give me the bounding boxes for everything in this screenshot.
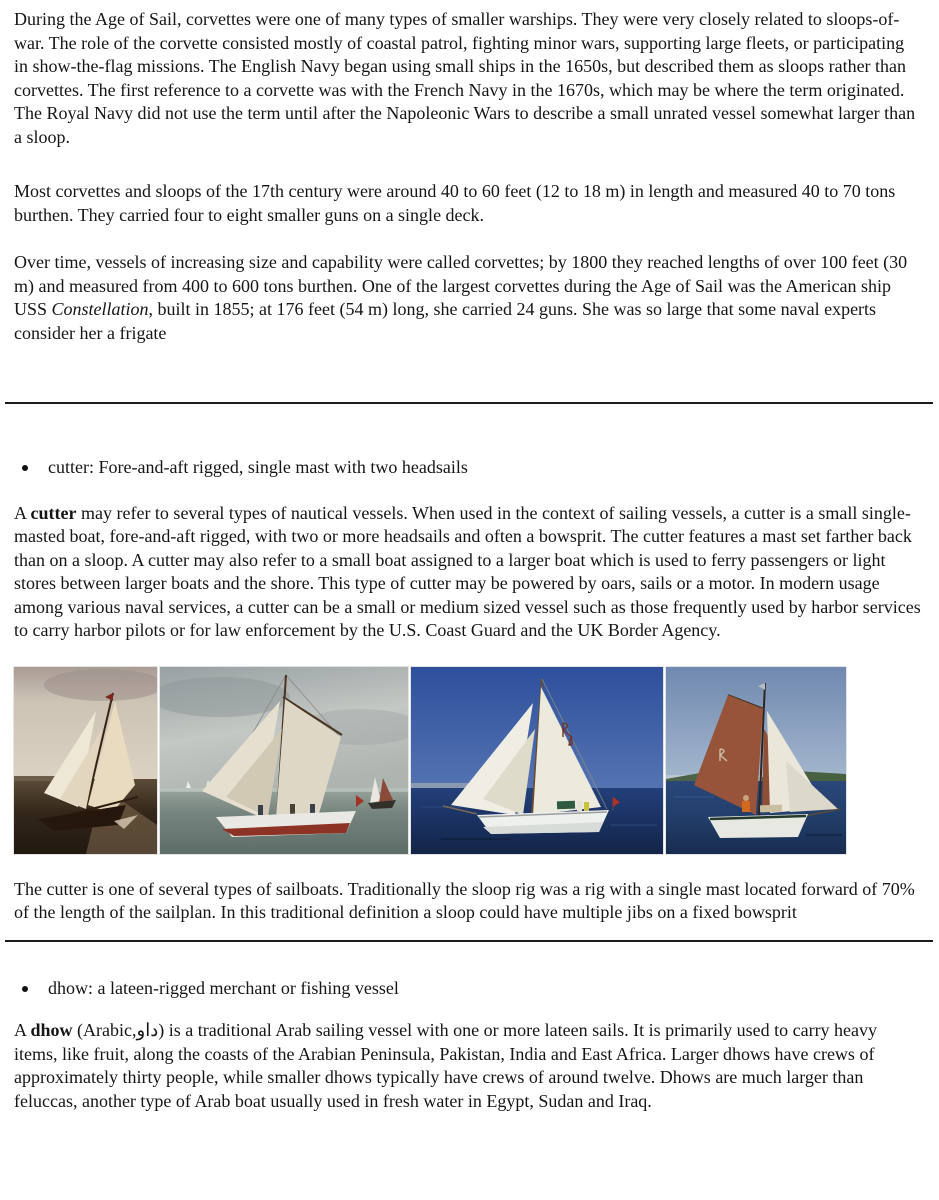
corvette-paragraph-2: Most corvettes and sloops of the 17th century were around 40 to 60 feet (12 to 18 m) in length and measured 40 to 70 tons burthen. They carried four to eight smaller guns on a single deck. [14,181,896,225]
cutter-photo-overcast [160,667,408,854]
bullet-icon [22,465,28,471]
section-divider [5,940,933,942]
dhow-bullet-text: dhow: a lateen-rigged merchant or fishing vessel [48,977,399,998]
corvette-paragraph-3-text: Over time, vessels of increasing size and capability were called corvettes; by 1800 they reached lengths of over 100 feet (30 m) and measured from 400 to 600 tons burthen. One of the largest corvettes during the Age of Sail was the American ship USS [14,252,908,319]
section-divider [5,402,933,404]
cutter-term-bold: cutter [30,502,77,523]
cutter-photo-brown-sails [666,667,846,854]
cutter-photos-row [14,667,921,854]
corvette-paragraph-3 [14,251,921,345]
dhow-term-bold: dhow [30,1020,73,1040]
corvette-paragraph-3-tail: , built in 1855; at 176 feet (54 m) long, she carried 24 guns. She was so large that some naval experts consider her a frigate [14,299,877,343]
cutter-intro-paragraph [14,502,921,643]
bullet-icon [22,986,28,992]
dhow-intro-post: (Arabic,داو) is a traditional Arab sailing vessel with one or more lateen sails. It is primarily used to carry heavy items, like fruit, along the coasts of the Arabian Peninsula, Pakistan, India and East Africa. Larger dhows have crews of approximately thirty people, while smaller dhows typically have crews of around twelve. Dhows are much larger than feluccas, another type of Arab boat usually used in fresh water in Egypt, Sudan and Iraq. [14,1020,878,1111]
cutter-bullet-text: cutter: Fore-and-aft rigged, single mast with two headsails [48,457,468,477]
cutter-photo-1 [14,667,157,854]
cutter-photo-4 [666,667,846,854]
cutter-photo-blue [411,667,663,854]
cutter-outro-paragraph: The cutter is one of several types of sailboats. Traditionally the sloop rig was a rig with a single mast located forward of 70% of the length of the sailplan. In this traditional definition a sloop could have multiple jibs on a fixed bowsprit [14,878,915,922]
cutter-intro-post: may refer to several types of nautical vessels. When used in the context of sailing vessels, a cutter is a small single-masted boat, fore-and-aft rigged, with two or more headsails and often a bowsprit. The cutter features a mast set farther back than on a sloop. A cutter may also refer to a small boat assigned to a larger boat which is used to ferry passengers or light stores between larger boats and the shore. This type of cutter may be powered by oars, sails or a motor. In modern usage among various naval services, a cutter can be a small or medium sized vessel such as those frequently used by harbor services to carry harbor pilots or for law enforcement by the U.S. Coast Guard and the UK Border Agency. [14,502,921,640]
cutter-bullet-item [14,456,921,480]
cutter-intro-pre: A [14,502,31,523]
dhow-intro-pre: A [14,1020,31,1040]
cutter-photo-3 [411,667,663,854]
cutter-photo-sepia [14,667,157,854]
dhow-bullet-item [14,977,921,1001]
dhow-intro-paragraph [14,1019,921,1113]
ship-name-constellation: Constellation [51,299,149,319]
cutter-photo-2 [160,667,408,854]
corvette-paragraph-1: During the Age of Sail, corvettes were one of many types of smaller warships. They were very closely related to sloops-of-war. The role of the corvette consisted mostly of coastal patrol, fighting minor wars, supporting large fleets, or participating in show-the-flag missions. The English Navy began using small ships in the 1650s, but described them as sloops rather than corvettes. The first reference to a corvette was with the French Navy in the 1670s, which may be where the term originated. The Royal Navy did not use the term until after the Napoleonic Wars to describe a small unrated vessel somewhat larger than a sloop. [14,9,916,147]
